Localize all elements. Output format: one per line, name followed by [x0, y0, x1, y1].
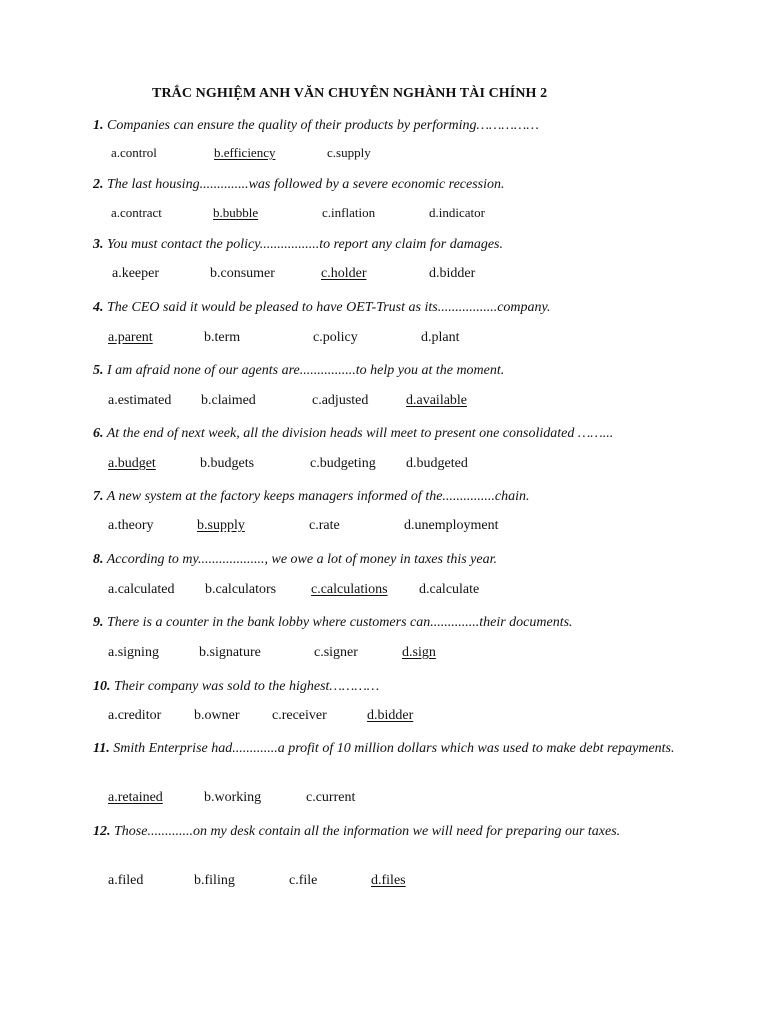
answer-option: b.budgets [200, 456, 255, 471]
question-text: You must contact the policy.................to report any claim for damages. [103, 237, 503, 252]
answer-option: b.filing [194, 873, 235, 888]
answer-option-correct: a.budget [108, 456, 156, 471]
answer-option: a.creditor [108, 708, 162, 723]
answer-option: c.adjusted [312, 393, 369, 408]
question-3 [93, 235, 683, 254]
answer-option: c.current [306, 790, 356, 805]
answer-option-correct: b.bubble [213, 205, 259, 220]
question-text: There is a counter in the bank lobby where customers can..............their documents. [103, 615, 573, 630]
answer-option-correct: a.retained [108, 790, 163, 805]
question-text: Companies can ensure the quality of their products by performing…………… [103, 118, 539, 133]
answer-option: c.policy [313, 330, 358, 345]
answer-option: a.calculated [108, 582, 175, 597]
answer-option: d.budgeted [406, 456, 468, 471]
answer-option-correct: b.efficiency [214, 145, 276, 160]
answer-option: b.term [204, 330, 241, 345]
answer-option: c.rate [309, 518, 340, 533]
answer-option-correct: d.available [406, 393, 468, 408]
question-number: 4. [93, 300, 104, 315]
answer-option: b.claimed [201, 393, 256, 408]
question-2 [93, 175, 683, 194]
answer-option: a.keeper [112, 266, 160, 281]
answer-option: a.signing [108, 645, 159, 660]
page-title: TRẮC NGHIỆM ANH VĂN CHUYÊN NGHÀNH TÀI CHÍNH 2 [152, 86, 548, 101]
answer-option-correct: d.sign [402, 645, 436, 660]
question-text: Smith Enterprise had.............a profit of 10 million dollars which was used to make debt repayments. [109, 741, 675, 756]
question-text: A new system at the factory keeps managers informed of the...............chain. [103, 489, 530, 504]
answer-option: c.receiver [272, 708, 327, 723]
question-number: 9. [93, 615, 104, 630]
answer-option: b.owner [194, 708, 240, 723]
answer-option-correct: b.supply [197, 518, 245, 533]
question-number: 7. [93, 489, 104, 504]
answer-option-correct: a.parent [108, 330, 153, 345]
answer-option: a.filed [108, 873, 144, 888]
answer-option: d.bidder [429, 266, 476, 281]
answer-option: b.working [204, 790, 262, 805]
answer-option: d.plant [421, 330, 460, 345]
question-number: 10. [93, 679, 111, 694]
question-text: I am afraid none of our agents are................to help you at the moment. [103, 363, 505, 378]
question-number: 2. [93, 177, 104, 192]
answer-option: c.file [289, 873, 318, 888]
question-text: At the end of next week, all the division heads will meet to present one consolidated ……... [103, 426, 614, 441]
question-5 [93, 361, 683, 380]
answer-option: a.contract [111, 205, 162, 220]
answer-option: b.signature [199, 645, 261, 660]
answer-option: c.budgeting [310, 456, 376, 471]
question-number: 5. [93, 363, 104, 378]
answer-option-correct: c.calculations [311, 582, 388, 597]
answer-option: d.calculate [419, 582, 480, 597]
question-number: 3. [93, 237, 104, 252]
answer-option: a.theory [108, 518, 154, 533]
answer-option-correct: d.bidder [367, 708, 414, 723]
answer-option: c.signer [314, 645, 358, 660]
question-number: 8. [93, 552, 104, 567]
question-text: Their company was sold to the highest………… [110, 679, 380, 694]
question-1 [93, 116, 683, 135]
question-number: 6. [93, 426, 104, 441]
answer-option: d.unemployment [404, 518, 499, 533]
question-11 [93, 739, 683, 758]
question-text: Those.............on my desk contain all the information we will need for preparing our taxes. [110, 824, 621, 839]
question-7 [93, 487, 683, 506]
question-text: The last housing..............was followed by a severe economic recession. [103, 177, 505, 192]
answer-option: b.calculators [205, 582, 277, 597]
answer-option: c.supply [327, 145, 371, 160]
question-text: According to my..................., we owe a lot of money in taxes this year. [103, 552, 498, 567]
answer-option: c.inflation [322, 205, 376, 220]
question-10 [93, 677, 683, 696]
answer-option: a.estimated [108, 393, 172, 408]
answer-option: b.consumer [210, 266, 275, 281]
question-text: The CEO said it would be pleased to have OET-Trust as its.................company. [103, 300, 551, 315]
answer-option: d.indicator [429, 205, 485, 220]
question-6 [93, 424, 683, 443]
answer-option-correct: c.holder [321, 266, 367, 281]
answer-option: a.control [111, 145, 157, 160]
question-number: 12. [93, 824, 111, 839]
question-12 [93, 822, 683, 841]
question-4 [93, 298, 683, 317]
question-9 [93, 613, 683, 632]
question-number: 1. [93, 118, 104, 133]
question-8 [93, 550, 683, 569]
answer-option-correct: d.files [371, 873, 406, 888]
question-number: 11. [93, 741, 110, 756]
